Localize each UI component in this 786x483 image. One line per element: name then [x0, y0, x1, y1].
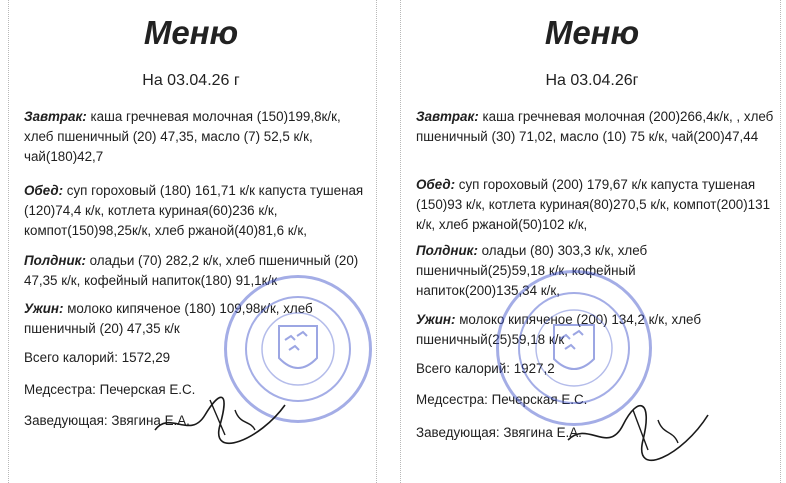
dinner-label: Ужин:	[416, 312, 456, 327]
breakfast-text: каша гречневая молочная (150)199,8к/к, хлеб пшеничный (20) 47,35, масло (7) 52,5 к/к, чай(180)42,7	[24, 109, 341, 164]
snack-label: Полдник:	[416, 243, 478, 258]
lunch-section	[24, 181, 374, 241]
menu-date: На 03.04.26 г	[142, 72, 240, 89]
nurse-signature-line: Медсестра: Печерская Е.С.	[24, 382, 196, 397]
menu-date: На 03.04.26г	[545, 72, 639, 89]
breakfast-section	[24, 107, 364, 167]
total-calories: Всего калорий: 1572,29	[24, 350, 171, 365]
breakfast-text: каша гречневая молочная (200)266,4к/к, , хлеб пшеничный (30) 71,02, масло (10) 75 к/к, чай(200)47,44	[416, 109, 774, 144]
sheet-gap	[382, 0, 398, 483]
snack-section	[416, 241, 691, 301]
lunch-section	[416, 175, 771, 235]
breakfast-section	[416, 107, 776, 147]
snack-text: оладьи (70) 282,2 к/к, хлеб пшеничный (20) 47,35 к/к, кофейный напиток(180) 91,1к/к	[24, 253, 359, 288]
head-signature-line: Заведующая: Звягина Е.А.	[24, 413, 190, 428]
handwritten-signature-icon	[150, 380, 290, 450]
dinner-text: молоко кипяченое (180) 109,98к/к, хлеб пшеничный (20) 47,35 к/к	[24, 301, 313, 336]
breakfast-label: Завтрак:	[416, 109, 479, 124]
menu-title: Меню	[544, 14, 640, 51]
lunch-text: суп гороховый (200) 179,67 к/к капуста тушеная (150)93 к/к, котлета куриная(80)270,5 к/к, компот(200)131 к/к, хлеб ржаной(50)102 к/к,	[416, 177, 771, 232]
lunch-label: Обед:	[416, 177, 456, 192]
handwritten-signature-icon	[563, 395, 713, 465]
dinner-section	[24, 299, 354, 339]
breakfast-label: Завтрак:	[24, 109, 87, 124]
lunch-label: Обед:	[24, 183, 64, 198]
snack-label: Полдник:	[24, 253, 86, 268]
dinner-section	[416, 310, 721, 350]
dinner-label: Ужин:	[24, 301, 64, 316]
head-signature-line: Заведующая: Звягина Е.А.	[416, 425, 582, 440]
total-calories: Всего калорий: 1927,2	[416, 361, 555, 376]
dinner-text: молоко кипяченое (200) 134,2 к/к, хлеб пшеничный(25)59,18 к/к	[416, 312, 701, 347]
menu-sheet-left	[0, 0, 382, 483]
snack-section	[24, 251, 369, 291]
menu-title: Меню	[143, 14, 239, 51]
snack-text: оладьи (80) 303,3 к/к, хлеб пшеничный(25)59,18 к/к, кофейный напиток(200)135,34 к/к,	[416, 243, 648, 298]
menu-sheet-right	[398, 0, 786, 483]
nurse-signature-line: Медсестра: Печерская Е.С.	[416, 392, 588, 407]
lunch-text: суп гороховый (180) 161,71 к/к капуста тушеная (120)74,4 к/к, котлета куриная(60)236 к/к, компот(150)98,25к/к, хлеб ржаной(40)81,6 к/к,	[24, 183, 364, 238]
